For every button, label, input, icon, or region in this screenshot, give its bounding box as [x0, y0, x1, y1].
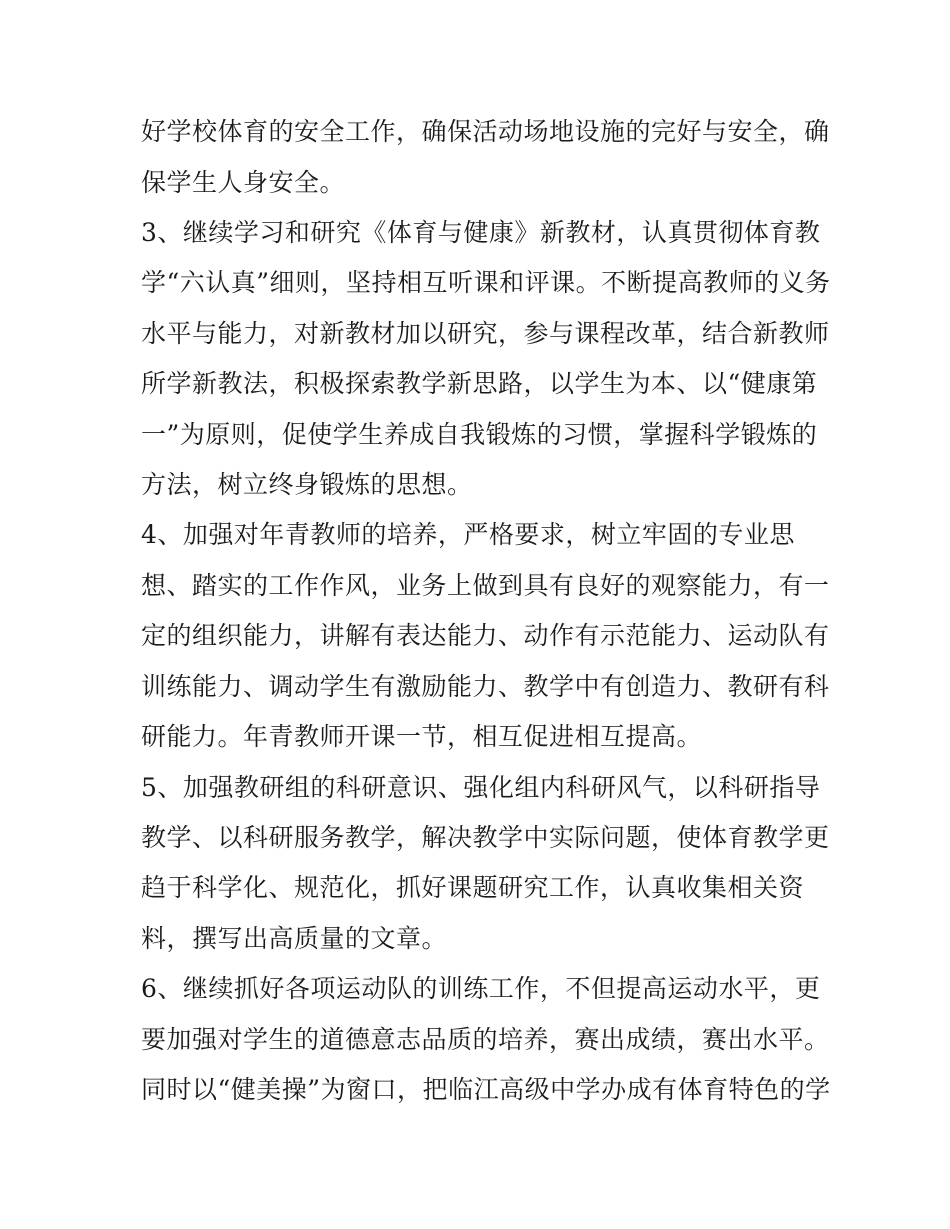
- text-line: 水平与能力，对新教材加以研究，参与课程改革，结合新教师: [141, 319, 830, 348]
- text-line: 教学、以科研服务教学，解决教学中实际问题，使体育教学更: [141, 823, 830, 852]
- text-line: 5、加强教研组的科研意识、强化组内科研风气，以科研指导: [141, 773, 821, 802]
- text-line: 想、踏实的工作作风，业务上做到具有良好的观察能力，有一: [141, 571, 830, 600]
- text-line: 同时以“健美操”为窗口，把临江高级中学办成有体育特色的学: [141, 1075, 831, 1104]
- text-line: 学“六认真”细则，坚持相互听课和评课。不断提高教师的义务: [141, 268, 831, 297]
- text-line: 6、继续抓好各项运动队的训练工作，不但提高运动水平，更: [141, 974, 821, 1003]
- text-line: 定的组织能力，讲解有表达能力、动作有示范能力、运动队有: [141, 621, 830, 650]
- text-line: 4、加强对年青教师的培养，严格要求，树立牢固的专业思: [141, 520, 795, 549]
- text-line: 所学新教法，积极探索教学新思路，以学生为本、以“健康第: [141, 369, 818, 398]
- text-line: 好学校体育的安全工作，确保活动场地设施的完好与安全，确: [141, 117, 830, 146]
- text-line: 一”为原则，促使学生养成自我锻炼的习惯，掌握科学锻炼的: [141, 420, 818, 449]
- text-line: 研能力。年青教师开课一节，相互促进相互提高。: [141, 722, 703, 751]
- text-line: 要加强对学生的道德意志品质的培养，赛出成绩，赛出水平。: [141, 1025, 830, 1054]
- text-line: 料，撰写出高质量的文章。: [141, 924, 448, 953]
- text-line: 趋于科学化、规范化，抓好课题研究工作，认真收集相关资: [141, 873, 805, 902]
- text-line: 保学生人身安全。: [141, 168, 346, 197]
- text-line: 方法，树立终身锻炼的思想。: [141, 470, 473, 499]
- text-line: 3、继续学习和研究《体育与健康》新教材，认真贯彻体育教: [141, 218, 821, 247]
- text-line: 训练能力、调动学生有激励能力、教学中有创造力、教研有科: [141, 672, 830, 701]
